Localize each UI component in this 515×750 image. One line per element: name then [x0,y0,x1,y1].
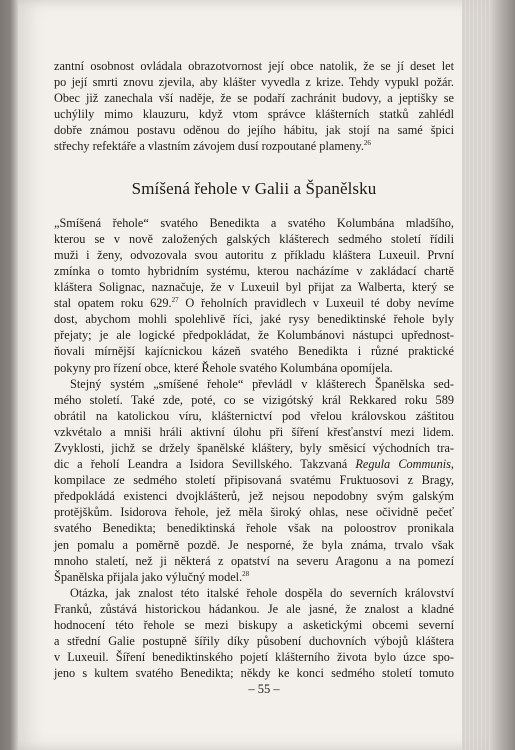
footnote-marker: 27 [171,296,179,305]
text-fragment: stal opatem roku 629. [54,296,172,311]
text-line: v Luxeuil. Šíření benediktinského pojetí klášterního života bylo úzce spo- [54,650,454,665]
paragraph-2 [54,215,454,376]
text-line: dost, abychom mohli spolehlivě říci, jaké rysy benediktinské řehole byly [54,312,454,327]
text-line: protějškům. Isidorova řehole, jež měla široký ohlas, nese očividně pečeť [54,505,454,520]
text-line: zantní osobnost ovládala obrazotvornost její obce natolik, že se jí deset let [54,59,454,73]
text-line: zmínka o tomto hybridním systému, kterou nacházíme v zakládací chartě [54,263,454,278]
text-line: přejaty; je ale logické předpokládat, že Kolumbánovi nástupci upřednost- [54,328,454,343]
text-line: kterou se v nově založených galských klášterech sedmého století řídili [54,231,454,246]
text-line: kláštera Solignac, naznačuje, že v Luxeuil byl přijat za Walberta, který se [54,280,454,295]
text-line: jeno s kultem svatého Benedikta; někdy ke konci sedmého století tomuto [54,666,454,681]
text-line: mnoho staletí, než ji některá z opatství na severu Aragonu a na pomezí [54,553,454,568]
page-text [54,58,454,681]
text-line: obrátil na katolickou víru, klášternictví pod vřelou královskou záštitou [54,408,454,423]
section-heading: Smíšená řehole v Galii a Španělsku [131,178,377,198]
italic-title: Regula Communis, [355,457,454,472]
text-line: ňovali mírnější kajícnickou kázeň svatého Benedikta i různé praktické [54,344,454,359]
text-line: hodnocení této řehole se mezi biskupy a asketickými obcemi severní [54,618,454,632]
page-edge-shading [462,0,490,750]
text-line [54,585,454,601]
text-line: svatého Benedikta; benediktinská řehole však na poloostrov pronikala [54,521,454,536]
text-line [54,138,454,154]
text-line: pokyny pro řízení obce, které Řehole svatého Kolumbána opomíjela. [54,360,393,375]
text-fragment: Stejný systém „smíšené řehole“ převládl v klášterech Španělska sed- [70,376,454,391]
text-line: vzkvétalo a mniši hráli aktivní úlohu při šíření křesťanství mezi lidem. [54,424,454,439]
text-fragment: dic a řeholí Leandra a Isidora Sevillského. Takzvaná [54,457,356,472]
text-fragment: Španělska přijala jako výlučný model. [54,569,243,584]
text-line: „Smíšená řehole“ svatého Benedikta a svatého Kolumbána mladšího, [54,215,454,230]
text-fragment: Otázka, jak znalost této italské řehole dospěla do severních království [70,585,454,600]
text-line: a střední Galie postupně šířily díky působení duchovních výbojů kláštera [54,634,454,649]
footnote-marker: 28 [242,569,250,578]
text-line: dobře známou postavu oděnou do jejího hábitu, jak stojí na samé špici [54,123,454,138]
text-fragment: střechy refektáře a vlastním závojem dusí rozpoutané plameny. [54,139,364,154]
text-line: Zvyklosti, jichž se držely španělské kláštery, byly směsicí východních tra- [54,440,454,455]
text-line [54,569,454,585]
footnote-marker: 26 [363,139,371,148]
text-line: po její smrti znovu zjevila, aby klášter vyvedla z krize. Tehdy vypukl požár. [54,75,454,90]
text-line: Franků, zůstává historickou hádankou. Je ale jasné, že znalost a kladné [54,601,454,616]
text-line [54,456,454,472]
paragraph-4 [54,585,454,682]
text-line: jen pomalu a poměrně pozdě. Je nesporné, že byla známa, trvalo však [54,537,454,552]
text-line: kompilace ze sedmého století připisovaná svatému Fruktuosovi z Bragy, [54,473,454,488]
text-line [54,376,454,392]
text-line: mého století. Také zde, poté, co se vizigótský král Rekkared roku 589 [54,392,454,407]
book-page [18,0,490,750]
page-number: – 55 – [248,682,280,696]
text-line: předpokládá existenci dvojklášterů, jež nejsou nepodobny svým galským [54,489,454,504]
text-fragment: O řeholních pravidlech v Luxeuil té doby nevíme [178,296,454,311]
paragraph-3 [54,376,454,585]
text-line: Obec již zanechala vší naděje, že se podaří zachránit budovy, a jeptišky se [54,91,454,106]
paragraph-1 [54,58,454,155]
text-line: muži i ženy, odvozovala svou autoritu z příkladu kláštera Luxeuil. První [54,247,454,262]
text-line: uchýlily mimo klauzuru, když vtom správce klášterních statků zahlédl [54,107,454,122]
text-line [54,295,454,311]
